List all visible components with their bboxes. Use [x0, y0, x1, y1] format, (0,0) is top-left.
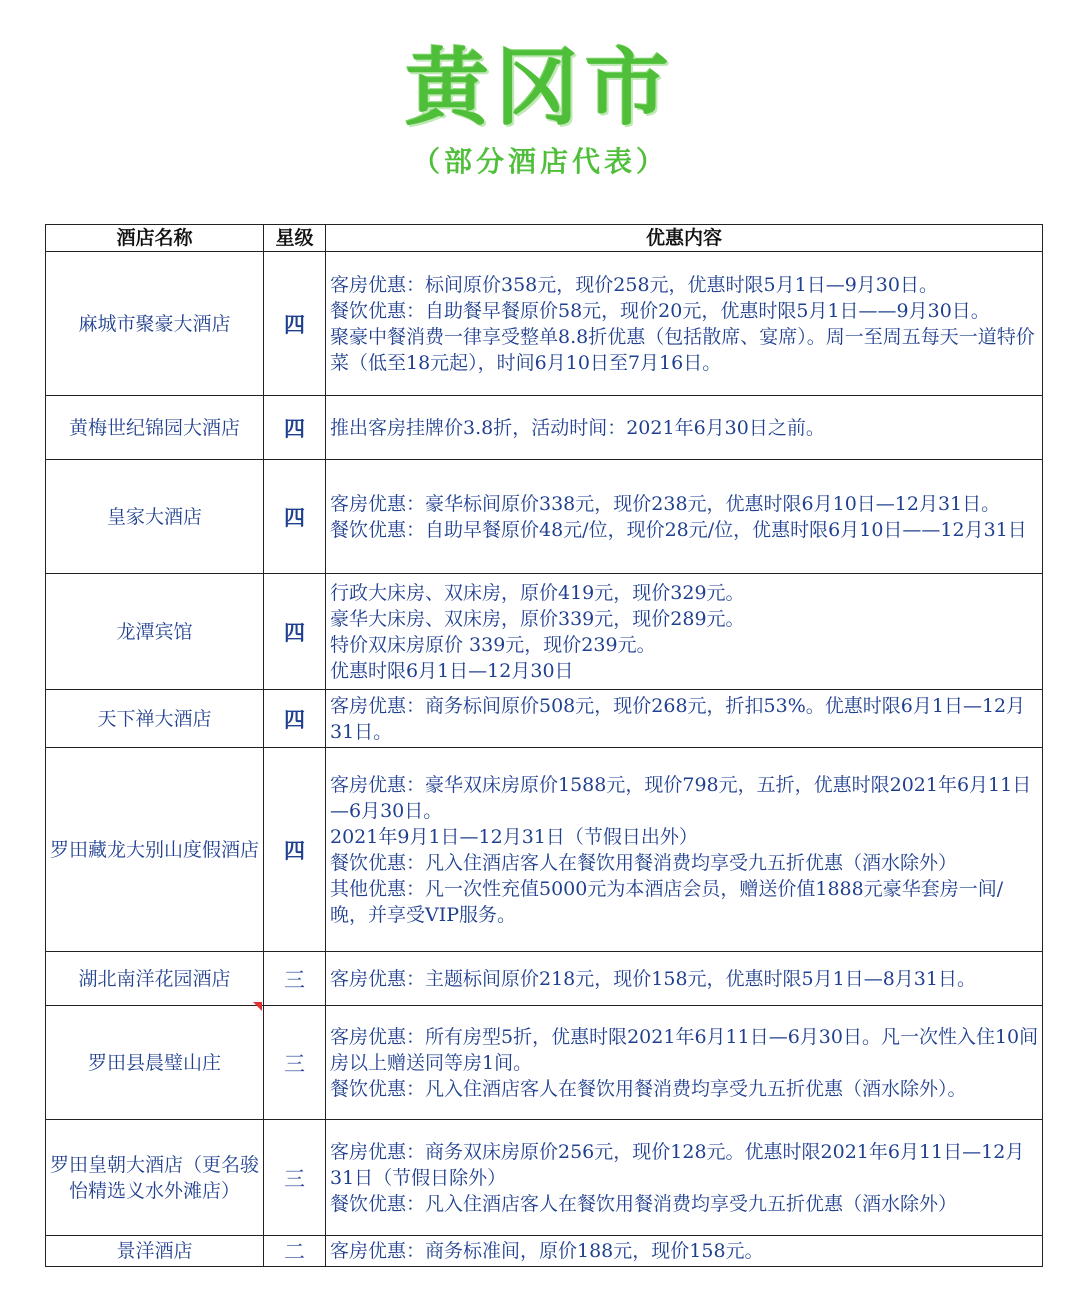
star-rating-cell: 四: [264, 748, 326, 952]
offer-cell: [326, 1006, 1043, 1120]
hotel-name-cell: 湖北南洋花园酒店: [46, 952, 264, 1006]
star-rating-cell: 三: [264, 1006, 326, 1120]
offer-line: 客房优惠：主题标间原价218元，现价158元，优惠时限5月1日—8月31日。: [330, 967, 976, 990]
table-row: [46, 396, 1043, 460]
offer-cell: [326, 1236, 1043, 1267]
offer-line: 优惠时限6月1日—12月30日: [330, 659, 574, 682]
hotel-name-cell: 天下禅大酒店: [46, 690, 264, 748]
hotel-offers-table: [45, 224, 1043, 1267]
offer-cell: [326, 574, 1043, 690]
offer-cell: [326, 252, 1043, 396]
offer-line: 豪华大床房、双床房，原价339元，现价289元。: [330, 607, 745, 630]
star-rating-cell: 四: [264, 460, 326, 574]
column-header-hotel-name: 酒店名称: [46, 225, 264, 252]
offer-line: 客房优惠：商务标间原价508元，现价268元，折扣53%。优惠时限6月1日—12月31日。: [330, 694, 1026, 743]
page-title: 黄冈市: [404, 39, 675, 137]
offer-line: 推出客房挂牌价3.8折，活动时间：2021年6月30日之前。: [330, 416, 825, 439]
table-header-row: [46, 225, 1043, 252]
hotel-name-cell: 景洋酒店: [46, 1236, 264, 1267]
offer-line: 客房优惠：商务双床房原价256元，现价128元。优惠时限2021年6月11日—12月31日（节假日除外）: [330, 1140, 1025, 1189]
table-row: [46, 1236, 1043, 1267]
table-row: [46, 460, 1043, 574]
offer-line: 行政大床房、双床房，原价419元，现价329元。: [330, 581, 745, 604]
column-header-star-rating: 星级: [264, 225, 326, 252]
offer-line: 餐饮优惠：凡入住酒店客人在餐饮用餐消费均享受九五折优惠（酒水除外）: [330, 851, 958, 874]
offer-cell: [326, 952, 1043, 1006]
star-rating-cell: 四: [264, 396, 326, 460]
offer-line: 餐饮优惠：自助餐早餐原价58元，现价20元，优惠时限5月1日——9月30日。: [330, 299, 990, 322]
offer-line: 其他优惠：凡一次性充值5000元为本酒店会员，赠送价值1888元豪华套房一间/晚，并享受VIP服务。: [330, 877, 1004, 926]
offer-line: 客房优惠：所有房型5折，优惠时限2021年6月11日—6月30日。凡一次性入住10间房以上赠送同等房1间。: [330, 1025, 1039, 1074]
offer-cell: [326, 396, 1043, 460]
hotel-name-cell: 罗田皇朝大酒店（更名骏怡精选义水外滩店）: [46, 1120, 264, 1236]
column-header-offers: 优惠内容: [326, 225, 1043, 252]
offer-line: 客房优惠：豪华双床房原价1588元，现价798元，五折，优惠时限2021年6月11日—6月30日。: [330, 773, 1032, 822]
star-rating-cell: 四: [264, 252, 326, 396]
star-rating-cell: 三: [264, 952, 326, 1006]
page-subtitle: （部分酒店代表）: [411, 145, 668, 178]
table-row: [46, 748, 1043, 952]
offer-cell: [326, 1120, 1043, 1236]
star-rating-cell: 二: [264, 1236, 326, 1267]
table-row: [46, 252, 1043, 396]
table-row: [46, 1006, 1043, 1120]
star-rating-cell: 三: [264, 1120, 326, 1236]
offer-line: 客房优惠：豪华标间原价338元，现价238元，优惠时限6月10日—12月31日。: [330, 492, 1001, 515]
comment-marker-icon: [253, 1002, 262, 1011]
table-row: [46, 1120, 1043, 1236]
offer-line: 聚豪中餐消费一律享受整单8.8折优惠（包括散席、宴席）。周一至周五每天一道特价菜（低至18元起），时间6月10日至7月16日。: [330, 325, 1035, 374]
offer-line: 餐饮优惠：自助早餐原价48元/位，现价28元/位，优惠时限6月10日——12月31日: [330, 518, 1027, 541]
star-rating-cell: 四: [264, 690, 326, 748]
table-row: [46, 574, 1043, 690]
offer-cell: [326, 748, 1043, 952]
star-rating-cell: 四: [264, 574, 326, 690]
offer-line: 客房优惠：标间原价358元，现价258元，优惠时限5月1日—9月30日。: [330, 273, 938, 296]
offer-line: 特价双床房原价 339元，现价239元。: [330, 633, 656, 656]
offer-line: 餐饮优惠：凡入住酒店客人在餐饮用餐消费均享受九五折优惠（酒水除外）: [330, 1192, 958, 1215]
hotel-name-cell: 麻城市聚豪大酒店: [46, 252, 264, 396]
hotel-name-cell: 黄梅世纪锦园大酒店: [46, 396, 264, 460]
offer-cell: [326, 460, 1043, 574]
offer-cell: [326, 690, 1043, 748]
hotel-name-cell: 龙潭宾馆: [46, 574, 264, 690]
hotel-name-cell: 皇家大酒店: [46, 460, 264, 574]
table-row: [46, 952, 1043, 1006]
offer-line: 餐饮优惠：凡入住酒店客人在餐饮用餐消费均享受九五折优惠（酒水除外）。: [330, 1077, 967, 1100]
table-row: [46, 690, 1043, 748]
offer-line: 客房优惠：商务标准间，原价188元，现价158元。: [330, 1240, 764, 1262]
offer-line: 2021年9月1日—12月31日（节假日出外）: [330, 825, 698, 848]
hotel-name-cell: 罗田藏龙大别山度假酒店: [46, 748, 264, 952]
hotel-name-cell: 罗田县晨璧山庄: [46, 1006, 264, 1120]
